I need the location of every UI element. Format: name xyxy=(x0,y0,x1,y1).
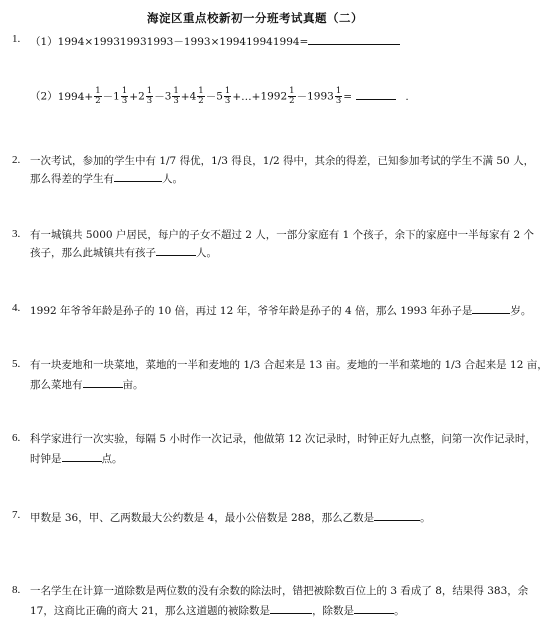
operator: + xyxy=(129,90,139,103)
answer-blank[interactable] xyxy=(83,376,123,388)
fraction xyxy=(197,87,204,106)
operator: － xyxy=(296,90,308,103)
question-number: 3. xyxy=(12,228,21,240)
question-text: 一次考试，参加的学生中有 1/7 得优，1/3 得良，1/2 得中，其余的得差，已知参加考试的学生不满 50 人， xyxy=(30,155,535,167)
denominator: 3 xyxy=(335,96,342,106)
question-text: 岁。 xyxy=(510,305,532,317)
whole-part: 1 xyxy=(113,90,120,103)
mixed-number xyxy=(58,88,85,106)
question-3-line-2 xyxy=(30,244,500,260)
question-text: 孩子，那么此城镇共有孩子 xyxy=(30,247,156,259)
question-number: 1. xyxy=(12,33,21,45)
answer-blank[interactable] xyxy=(356,88,396,100)
question-number: 6. xyxy=(12,432,21,444)
fraction xyxy=(172,87,179,106)
denominator: 3 xyxy=(146,96,153,106)
question-4-line-1 xyxy=(30,302,532,318)
answer-blank[interactable] xyxy=(270,602,312,614)
question-text: 那么得差的学生有 xyxy=(30,173,114,185)
question-text: 人。 xyxy=(196,247,217,259)
question-5-line-2 xyxy=(30,376,500,392)
whole-part: 2 xyxy=(138,90,145,103)
mixed-number xyxy=(93,87,102,106)
operator: + xyxy=(84,90,94,103)
mixed-number xyxy=(113,87,129,106)
answer-blank[interactable] xyxy=(114,170,162,182)
question-8-line-2 xyxy=(30,602,500,618)
mixed-number xyxy=(138,87,154,106)
whole-part: 1992 xyxy=(260,90,288,103)
fraction xyxy=(224,87,231,106)
answer-blank[interactable] xyxy=(354,602,394,614)
whole-part: 4 xyxy=(189,90,197,103)
denominator: 3 xyxy=(121,96,128,106)
question-text: 有一城镇共 5000 户居民，每户的子女不超过 2 人，一部分家庭有 1 个孩子，余下的家庭中一半每家有 2 个 xyxy=(30,229,534,241)
answer-blank[interactable] xyxy=(472,302,510,314)
answer-blank[interactable] xyxy=(374,509,420,521)
whole-part: 3 xyxy=(164,90,172,103)
question-number: 8. xyxy=(12,584,21,596)
denominator: 3 xyxy=(224,96,231,106)
answer-blank[interactable] xyxy=(308,33,400,45)
fraction xyxy=(94,87,101,106)
fraction xyxy=(146,87,153,106)
question-text: 亩。 xyxy=(122,379,144,391)
question-text: 17，这商比正确的商大 21，那么这道题的被除数是 xyxy=(30,605,271,617)
question-text: 。 xyxy=(394,605,405,617)
question-text: 甲数是 36，甲、乙两数最大公约数是 4，最小公倍数是 288，那么乙数是 xyxy=(30,512,375,524)
question-1-part-1 xyxy=(30,33,500,49)
numerator: 1 xyxy=(146,86,153,96)
whole-part: 1993 xyxy=(307,90,334,103)
denominator: 2 xyxy=(198,96,204,106)
question-number: 4. xyxy=(12,302,21,314)
mixed-number xyxy=(165,87,181,106)
question-2-line-2 xyxy=(30,170,500,186)
mixed-number xyxy=(260,87,296,106)
question-text: 点。 xyxy=(101,453,123,465)
operator: － xyxy=(205,90,217,103)
numerator: 1 xyxy=(173,86,179,96)
question-text: 。 xyxy=(420,512,431,524)
numerator: 1 xyxy=(289,86,295,96)
question-text: 时钟是 xyxy=(30,453,62,465)
answer-blank[interactable] xyxy=(62,450,102,462)
mixed-number xyxy=(190,87,206,106)
denominator: 3 xyxy=(173,96,179,106)
question-text: 那么菜地有 xyxy=(30,379,83,391)
fraction xyxy=(288,87,295,106)
mixed-number xyxy=(307,87,343,106)
mixed-number xyxy=(216,87,232,106)
period: . xyxy=(405,90,409,103)
question-number: 7. xyxy=(12,509,21,521)
question-7-line-1 xyxy=(30,509,500,525)
question-number: 5. xyxy=(12,358,21,370)
fraction xyxy=(121,87,128,106)
part-label: （2） xyxy=(30,90,58,103)
denominator: 2 xyxy=(289,96,295,106)
page-title: 海淀区重点校新初一分班考试真题（二） xyxy=(147,11,363,25)
operator: + xyxy=(180,90,190,103)
question-text: 有一块麦地和一块菜地，菜地的一半和麦地的 1/3 合起来是 13 亩。麦地的一半和菜地的 1/3 合起来是 12 亩， xyxy=(30,359,548,371)
question-6-line-2 xyxy=(30,450,500,466)
question-1-part-2 xyxy=(30,87,409,106)
numerator: 1 xyxy=(335,86,342,96)
numerator: 1 xyxy=(198,86,204,96)
answer-blank[interactable] xyxy=(156,244,196,256)
whole-part: 1994 xyxy=(57,90,85,103)
question-text: （1）1994×199319931993－1993×199419941994= xyxy=(30,36,309,48)
expression xyxy=(57,86,353,106)
question-text: 1992 年爷爷年龄是孙子的 10 倍，再过 12 年，爷爷年龄是孙子的 4 倍，那么 1993 年孙子是 xyxy=(30,305,473,317)
fraction xyxy=(335,87,342,106)
numerator: 1 xyxy=(224,86,231,96)
operator: － xyxy=(102,90,114,103)
question-text: 人。 xyxy=(162,173,183,185)
whole-part: 5 xyxy=(216,90,223,103)
operator: +…+ xyxy=(232,90,261,103)
operator: － xyxy=(154,90,165,103)
denominator: 2 xyxy=(95,96,101,106)
question-text: 一名学生在计算一道除数是两位数的没有余数的除法时，错把被除数百位上的 3 看成了 8，结果得 383，余 xyxy=(30,585,529,597)
operator: = xyxy=(343,90,353,103)
numerator: 1 xyxy=(121,86,128,96)
question-text: ，除数是 xyxy=(312,605,355,617)
question-text: 科学家进行一次实验，每隔 5 小时作一次记录，他做第 12 次记录时，时钟正好九点整，问第一次作记录时， xyxy=(30,433,536,445)
numerator: 1 xyxy=(95,86,101,96)
question-number: 2. xyxy=(12,154,21,166)
